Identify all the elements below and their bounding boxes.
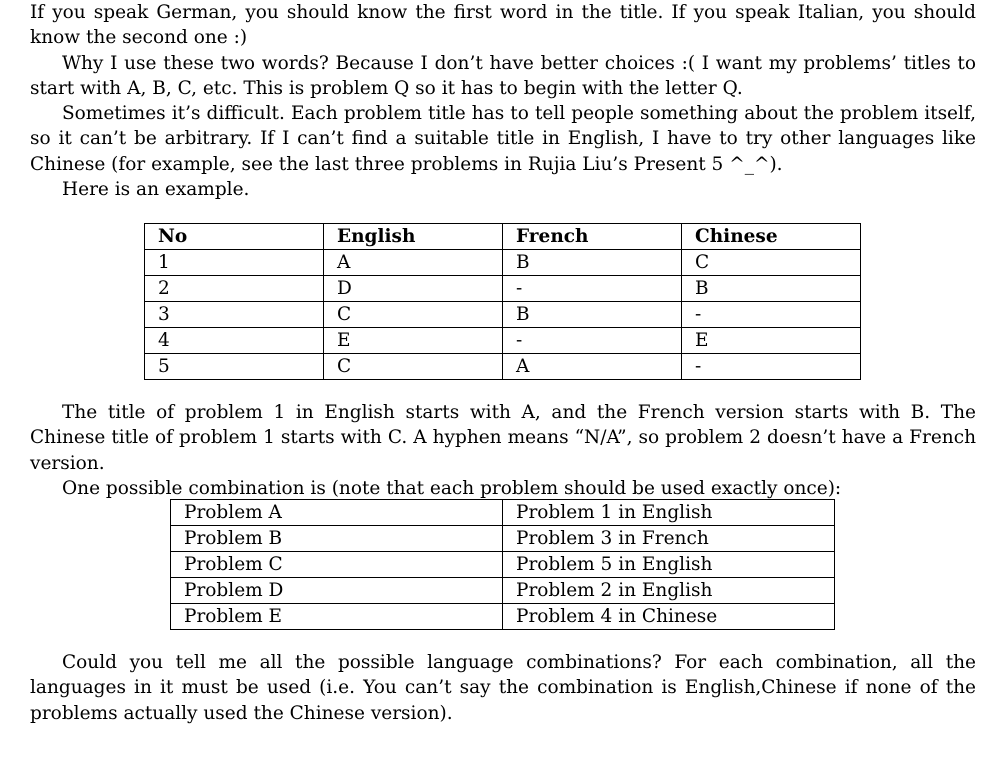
table-row [171, 526, 835, 552]
table-row [171, 578, 835, 604]
table-cell: 2 [145, 276, 324, 302]
table-row [171, 552, 835, 578]
table-cell: - [503, 328, 682, 354]
table-row [145, 328, 861, 354]
table-cell: Problem A [171, 500, 503, 526]
combination-table [170, 499, 835, 630]
table-cell: A [324, 250, 503, 276]
paragraph-explanation: The title of problem 1 in English starts with A, and the French version starts with B. The Chinese title of problem 1 starts with C. A hyphen means “N/A”, so problem 2 doesn’t have a French version. [30, 402, 976, 474]
table-cell: Problem E [171, 604, 503, 630]
middle-section [30, 400, 976, 501]
column-header-no: No [145, 224, 324, 250]
table-cell: C [324, 302, 503, 328]
table-cell: 1 [145, 250, 324, 276]
paragraph-intro-4: Here is an example. [62, 179, 250, 201]
table-cell: Problem 3 in French [503, 526, 835, 552]
table-cell: B [503, 250, 682, 276]
table-cell: - [503, 276, 682, 302]
column-header-french: French [503, 224, 682, 250]
table-row [171, 500, 835, 526]
table-cell: Problem 5 in English [503, 552, 835, 578]
table-cell: Problem D [171, 578, 503, 604]
table-header-row [145, 224, 861, 250]
paragraph-intro-2: Why I use these two words? Because I don’t have better choices :( I want my problems’ titles to start with A, B, C, etc. This is problem Q so it has to begin with the letter Q. [30, 52, 976, 99]
paragraph-intro-1: If you speak German, you should know the first word in the title. If you speak Italian, you should know the second one :) [30, 2, 976, 49]
paragraph-question: Could you tell me all the possible language combinations? For each combination, all the languages in it must be used (i.e. You can’t say the combination is English,Chinese if none of the problems actually used the Chinese version). [30, 652, 976, 724]
table-cell: Problem C [171, 552, 503, 578]
table-cell: 4 [145, 328, 324, 354]
table-cell: Problem 1 in English [503, 500, 835, 526]
example-title-table [144, 223, 861, 380]
table-cell: Problem 2 in English [503, 578, 835, 604]
paragraph-combination-intro: One possible combination is (note that each problem should be used exactly once): [62, 477, 842, 499]
table-row [171, 604, 835, 630]
table-cell: Problem B [171, 526, 503, 552]
table-cell: E [324, 328, 503, 354]
table-cell: D [324, 276, 503, 302]
table-cell: C [682, 250, 861, 276]
table-cell: B [682, 276, 861, 302]
table-cell: C [324, 354, 503, 380]
intro-section [30, 0, 976, 202]
table-row [145, 250, 861, 276]
table-cell: - [682, 302, 861, 328]
table-cell: B [503, 302, 682, 328]
column-header-english: English [324, 224, 503, 250]
outro-section [30, 650, 976, 726]
column-header-chinese: Chinese [682, 224, 861, 250]
table-row [145, 354, 861, 380]
table-cell: 5 [145, 354, 324, 380]
table-cell: - [682, 354, 861, 380]
table-cell: Problem 4 in Chinese [503, 604, 835, 630]
table-cell: A [503, 354, 682, 380]
paragraph-intro-3: Sometimes it’s difficult. Each problem title has to tell people something about the problem itself, so it can’t be arbitrary. If I can’t find a suitable title in English, I have to try other languages like Chinese (for example, see the last three problems in Rujia Liu’s Present 5 ^_^). [30, 103, 976, 175]
table-row [145, 302, 861, 328]
table-row [145, 276, 861, 302]
table-cell: E [682, 328, 861, 354]
table-cell: 3 [145, 302, 324, 328]
